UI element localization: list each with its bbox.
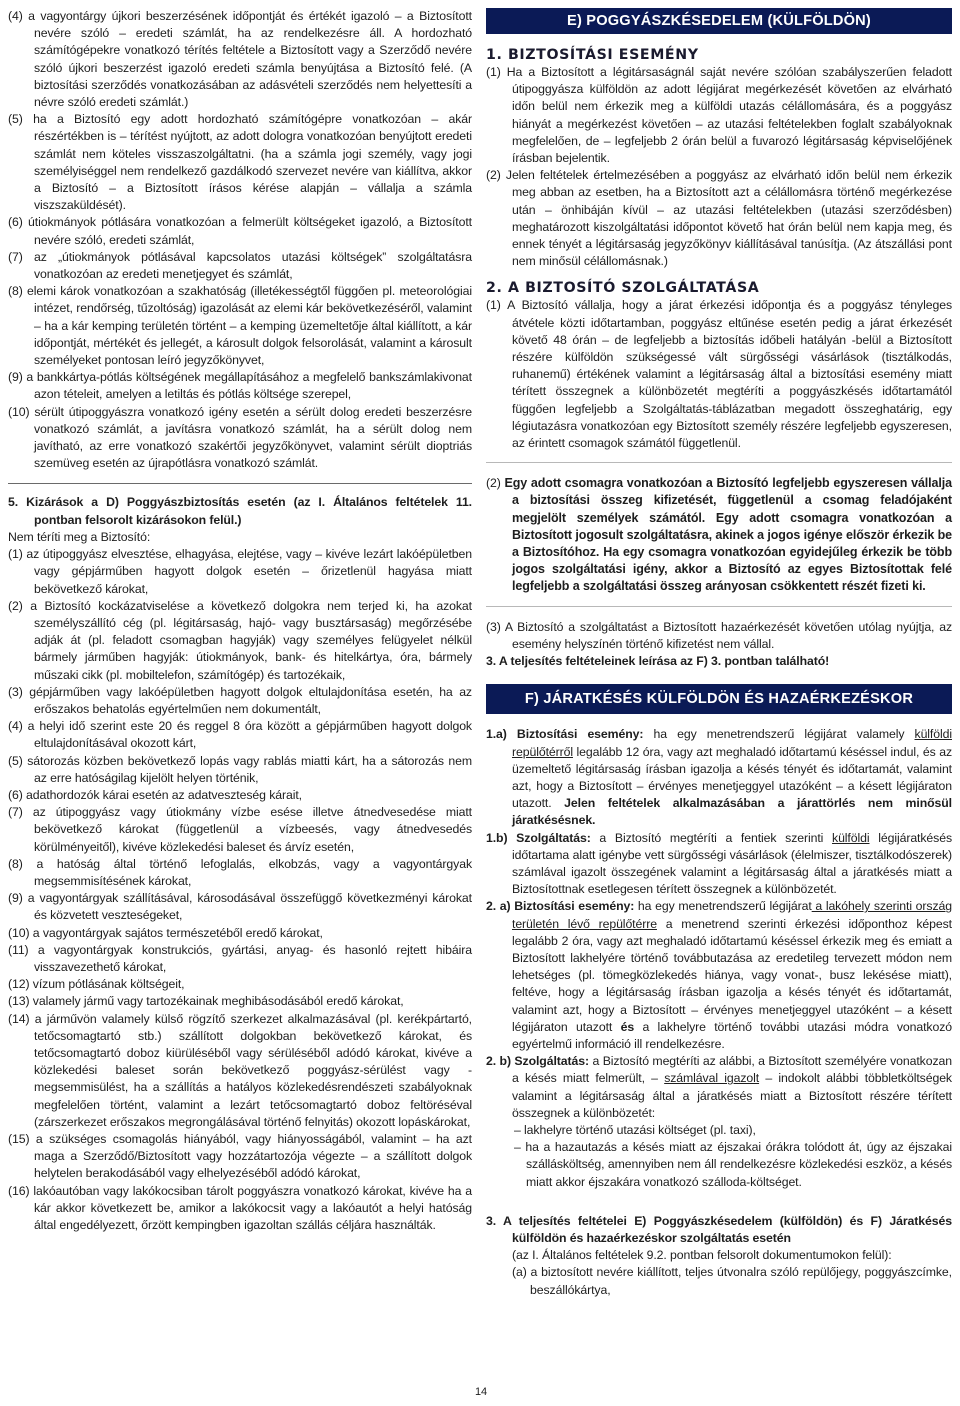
f1a-label: 1.a) Biztosítási esemény: — [486, 727, 644, 742]
f1b-text: légijáratkésés időtartama alatt igénybe vett sürgősségi vásárlások (élelmiszer, tisztálkodószerek) számlával igazolt összegének valamint a légitársaság által a járatkésés miatt a Biztosítottnak esetlegesen térített összegnek a különbözetét. — [512, 830, 952, 897]
f2b-text: a Biztosító megtéríti az alábbi, a Biztosított személyére vonatkozan a késés miatt felmerült, – — [512, 1054, 952, 1086]
exclusion-item: (4) a helyi idő szerint este 20 és reggel 8 óra között a gépjárműben hagyott dolgok eltulajdonításával okozott kárt, — [8, 719, 472, 751]
f2b-label: 2. b) Szolgáltatás: — [486, 1054, 589, 1069]
left-column — [8, 8, 472, 1234]
f3-intro: (az I. Általános feltételek 9.2. pontban felsorolt dokumentumokon felül): — [512, 1248, 892, 1263]
doc-item-4: (4) a vagyontárgy újkori beszerzésének időpontját és értékét igazoló – a Biztosított nevére szóló – eredeti számlát, ha az rendelkezésre áll. A hordozható számítógépekre vonatkozó térítés feltétele a Biztosított vagy a Szerződő nevére szóló újkori beszerzést igazoló eredeti számla benyújtása a Biztosító felé. (A biztosítási szerződés vonatkozásában az adásvételi szerződés nem helyettesíti a névre szóló eredeti számlát.) — [8, 9, 472, 110]
exclusion-item: (8) a hatóság által történő lefoglalás, elkobzás, vagy a vagyontárgyak megsemmisítésének károkat, — [8, 856, 472, 888]
doc-item-6: (6) útiokmányok pótlására vonatkozóan a felmerült költségeket igazoló, a Biztosított nevére szóló, eredeti számlát, — [8, 215, 472, 247]
e1-item-2: (2) Jelen feltételek értelmezésében a poggyász az elvárható időn belül nem érkezik meg abban az esetben, ha a Biztosított azt a célállomásra történő megérkezése után – önhibáján kívül – az utazási feltételekben (utazási szerződésben) meghatározott kiszolgáltatási időpontot követő hat órán belül nem kapja meg, és ennek tényét a légitársaság jegyzőkönyv kiállításával tanúsítja. (Az átszállási pont nem minősül célállomásnak.) — [486, 168, 952, 269]
e1-item-1: (1) Ha a Biztosított a légitársaságnál saját nevére szólóan szabályszerűen feladott útipoggyásza külföldön az adott légijárat megérkezését követően az elvárható időn belül nem érkezik meg a külföldi utazás célállomására, és a poggyász hiányát a megérkezést követően – az utazási feltételekben foglalt szabályoknak megfelelően, de – legfeljebb 2 órán belül a fuvarozó légitársaság képviselőjének írásban bejelentik. — [486, 65, 952, 166]
f1b-text: a Biztosító megtéríti a fentiek szerinti — [590, 830, 833, 845]
divider-line — [486, 606, 952, 607]
divider-line — [8, 483, 472, 484]
doc-item-10: (10) sérült útipoggyászra vonatkozó igény esetén a sérült dolog eredeti beszerzésre vonatkozó számlát, a javításra vonatkozó számlát, ha a sérült dolog nem javítható, az erre vonatkozó szakértői jegyzőkönyvet, valamint sérült dioptriás szemüveg esetén az újrapótlásra vonatkozó számlát. — [8, 404, 472, 471]
spacer — [486, 1191, 952, 1213]
f2b-dash-item: – lakhelyre történő utazási költséget (pl. taxi), — [514, 1122, 756, 1137]
exclusion-item: (16) lakóautóban vagy lakókocsiban tárolt poggyászra vonatkozó károkat, kivéve ha a kár akkor következett be, amikor a lakókocsit vagy a lakóautót a helyi hatóság által engedélyezett, őrzött kempingben igazoltan szállás céljára használták. — [8, 1183, 472, 1233]
e2-item-1: (1) A Biztosító vállalja, hogy a járat érkezési időpontja és a poggyász tényleges átvétele közti időtartamban, poggyász eltűnése esetén pedig a járat érkezését követő 48 órán – de legfeljebb a biztosítás időbeli hatályán -belül a Biztosított részére külföldön szükségessé vált sürgősségi vásárlások (tisztálkodás, ruhanemű) értékének valamint a légitársaság által a biztosítási esemény miatt térített összegnek a különbözetét megtéríti a poggyászkésés időtartamától függően legfeljebb a Szolgáltatás-táblázatban megadott összeghatárig, egy légiutazásra vonatkozóan egy Biztosított személy részére legfeljebb egyszeresen, az érintett csomagok számától függetlenül. — [486, 298, 952, 451]
exclusion-item: (3) gépjárműben vagy lakóépületben hagyott dolgok eltulajdonítása esetén, ha az erőszakos behatolás egyértelműen nem dokumentált, — [8, 684, 472, 716]
exclusion-item: (10) a vagyontárgyak sajátos természetéből eredő károkat, — [8, 925, 323, 940]
f2b-item — [486, 1053, 952, 1122]
e2-item-3: (3) A Biztosító a szolgáltatást a Biztosított hazaérkezését követően utólag nyújtja, az esemény helyszínén történő kifizetést nem vállal. — [486, 619, 952, 651]
f2a-bold: és — [620, 1019, 635, 1034]
f2b-underlined: számlával igazolt — [664, 1071, 760, 1086]
section5-heading: 5. Kizárások a D) Poggyászbiztosítás esetén (az I. Általános feltételek 11. pontban felsorolt kizárásokon felül.) — [8, 495, 472, 527]
e2-item-2-text: Egy adott csomagra vonatkozóan a Biztosító legfeljebb egyszeresen vállalja a biztosítási összeg kifizetését, függetlenül a csomag feladójaként megjelölt személyek számától. Egy adott csomagra vonatkozóan a Biztosított jogosult szolgáltatásra, akinek a jogos igénye először érkezik be a Biztosítóhoz. Ha egy csomagra vonatkozóan egyidejűleg érkezik be több jogos szolgáltatási igény, akkor a Biztosító az egyes Biztosítottak felé legfeljebb a szolgáltatási összeg arányosan csökkentett részét fizeti ki. — [504, 476, 952, 594]
exclusion-item: (11) a vagyontárgyak konstrukciós, gyártási, anyag- és hasonló rejtett hibáira visszavezethető károkat, — [8, 942, 472, 974]
f2a-underlined: a lakóhely szerinti ország területén lévő repülőtérre — [512, 899, 952, 931]
f1a-text: legalább 12 óra, vagy azt meghaladó időtartamú késéssel indul, és az üzemeltető légitársaság írásban igazolja a késés tényét és időtartamát, valamint azt, hogy a Biztosított – érvényes menetjeggyel utazóként – a késett légijáraton utazott. — [512, 744, 952, 811]
exclusion-item: (1) az útipoggyász elvesztése, elhagyása, elejtése, vagy – kivéve lezárt lakóépületben vagy gépjárműben hagyott dolgok esetén – őrizetlenül hagyása miatt bekövetkező károkat, — [8, 547, 472, 596]
e2-item-2-label: (2) — [486, 476, 501, 491]
f1a-underlined: külföldi repülőtérről — [512, 727, 952, 759]
section-f-title-box: F) JÁRATKÉSÉS KÜLFÖLDÖN ÉS HAZAÉRKEZÉSKOR — [486, 684, 952, 714]
e2-item-2 — [486, 475, 952, 595]
f1b-label: 1.b) Szolgáltatás: — [486, 830, 591, 845]
exclusion-item: (2) a Biztosító kockázatviselése a következő dolgokra nem terjed ki, ha azokat személyszállító cég (pl. légitársaság, hajó- vagy busztársaság) megőrzésébe adják át (pl. feladott csomagban hagyják) vagy személyes felügyelet nélkül bármely járműben hagyják: útiokmányok, bank- és hitelkártya, óra, bármely műszaki cikk (pl. mobiltelefon, számítógép) és tartozékaik, — [8, 598, 472, 682]
exclusion-item: (15) a szükséges csomagolás hiányából, vagy hiányosságából, valamint – ha azt maga a Szerződő/Biztosított vagy hozzátartozója végezte – a szállított dolgok helytelen berakodásából vagy elhelyezéséből adódó károkat, — [8, 1132, 472, 1181]
exclusion-item: (7) az útipoggyász vagy útiokmány vízbe esése illetve átnedvesedése miatt bekövetkező károkat (függetlenül a vízbeesés, vagy átnedvesedés körülményeitől), kivéve közlekedési baleset és árvíz esetén, — [8, 805, 472, 854]
f3-heading: 3. A teljesítés feltételei E) Poggyászkésedelem (külföldön) és F) Járatkésés külföldön és hazaérkezéskor szolgáltatás esetén — [486, 1213, 952, 1245]
e1-heading: 1. BIZTOSÍTÁSI ESEMÉNY — [486, 47, 699, 63]
f2b-dash-item: – ha a hazautazás a késés miatt az éjszakai órákra tolódott át, úgy az éjszakai szállásköltség, amennyiben nem áll rendelkezésre közlekedési eszköz, a késés miatt akkor éjszakára vonatkozó szálloda-költséget. — [514, 1140, 952, 1189]
f1a-text: ha egy menetrendszerű légijárat valamely — [643, 727, 915, 742]
doc-item-8: (8) elemi károk vonatkozóan a szakhatóság (illetékességtől függően pl. meteorológiai intézet, rendőrség, tűzoltóság) igazolását az elemi kár bekövetkezéséről, valamint – ha a kár kemping területén történt – a kemping üzemeltetője által kiállított, a kár időpontját, mértékét és jellegét, a károsult dolgok felsorolását, valamint a károsult személyeket pontosan leíró jegyzőkönyvet, — [8, 284, 472, 368]
doc-item-7: (7) az „útiokmányok pótlásával kapcsolatos utazási költségek” szolgáltatásra vonatkozóan az eredeti menetjegyet és számlát, — [8, 249, 472, 282]
f3-item-a: (a) a biztosított nevére kiállított, teljes útvonalra szóló repülőjegy, poggyászcímke, beszállókártya, — [512, 1265, 952, 1297]
f2a-item — [486, 898, 952, 1053]
doc-item-5: (5) ha a Biztosító egy adott hordozható számítógépre vonatkozóan – akár részértékben is – térítést nyújtott, az adott dologra vonatkozóan benyújtott eredeti számlát nem köteles visszaszolgáltatni. (ha a számla jogi személy, vagy jogi személyiséggel nem rendelkező gazdálkodó szervezet nevére van kiállítva, akkor a Biztosító – a Biztosított írásos kérése alapján – vállalja a számla viszszaküldését). — [8, 112, 472, 213]
exclusion-item: (14) a járművön valamely külső rögzítő szerkezet alkalmazásával (pl. kerékpártartó, tetőcsomagtartó stb.) szállított dolgokban bekövetkező károkat, és tetőcsomagtartó doboz kiürüléséből vagy sérüléséből adódó károkat, kivéve a közlekedési baleset során bekövetkező poggyász-sérülést vagy -megsemmisülést, ha a szállítás a hatályos közlekedésrendészeti szabályoknak megfelelően történt, valamint a lezárt tetőcsomagtartó doboz feltöréséval (zárszerkezet erőszakos megrongálásával történő felnyitás) okozott lopáskárokat, — [8, 1011, 472, 1129]
f2a-text: ha egy menetrendszerű légijárat — [634, 899, 812, 914]
f1b-underlined: külföldi — [832, 830, 870, 845]
e2-heading: 2. A BIZTOSÍTÓ SZOLGÁLTATÁSA — [486, 280, 760, 297]
exclusion-item: (13) valamely jármű vagy tartozékainak meghibásodásából eredő károkat, — [8, 994, 404, 1009]
exclusion-item: (5) sátorozás közben bekövetkező lopás vagy rablás miatti kárt, ha a sátorozás nem az erre hatóságilag kijelölt helyen történik, — [8, 753, 472, 785]
exclusions-list — [8, 546, 472, 1234]
f1b-item — [486, 830, 952, 899]
exclusion-item: (9) a vagyontárgyak szállításával, károsodásával összefüggő következményi károkat és közvetett veszteségeket, — [8, 891, 472, 923]
f1a-bold: Jelen feltételek alkalmazásában a járattörlés nem minősül járatkésésnek. — [512, 796, 952, 828]
section-divider — [8, 472, 472, 494]
divider-line — [486, 462, 952, 463]
doc-item-9: (9) a bankkártya-pótlás költségének megállapításához a megfelelő bankszámlakivonat azon tételeit, amelyen a letiltás és pótlás költsége szerepel, — [8, 370, 472, 402]
section5-intro: Nem téríti meg a Biztosító: — [8, 529, 151, 544]
exclusion-item: (12) vízum pótlásának költségeit, — [8, 977, 185, 992]
f2a-label: 2. a) Biztosítási esemény: — [486, 899, 635, 914]
f2a-text: a lakhelyre történő további utazási módra vonatkozó egyértelmű információ ill rendelkezésre. — [512, 1019, 952, 1051]
right-column — [486, 8, 952, 1299]
f1a-item — [486, 726, 952, 829]
documents-list — [8, 8, 472, 472]
f2a-text: a menetrend szerinti érkezési időponthoz képest legalább 2 óra, vagy azt meghaladó időtartamú késéssel érkezik meg és emiatt a Biztosított lakhelyére történő továbbutazása az eredetileg tervezett módon nem lehetséges (pl. tömegközlekedés hiánya, vagy vonat-, busz lekésése miatt), feltéve, hogy a légitársaság írásban igazolja a késés tényét és időtartamát, valamint azt, hogy a Biztosított – érvényes menetjeggyel utazóként – a késett légijáraton utazott — [512, 916, 952, 1034]
section-e-title-box: E) POGGYÁSZKÉSEDELEM (KÜLFÖLDÖN) — [486, 8, 952, 34]
e3-heading: 3. A teljesítés feltételeinek leírása az F) 3. pontban található! — [486, 654, 830, 669]
page-number: 14 — [474, 1386, 488, 1398]
exclusion-item: (6) adathordozók kárai esetén az adatveszteség kárait, — [8, 787, 302, 802]
spacer — [486, 270, 952, 279]
f2b-text: – indokolt alábbi többletköltségek valamint a légitársaság által a járatkésés miatt a Biztosított részére térített összegnek a különbözetét: — [512, 1071, 952, 1120]
